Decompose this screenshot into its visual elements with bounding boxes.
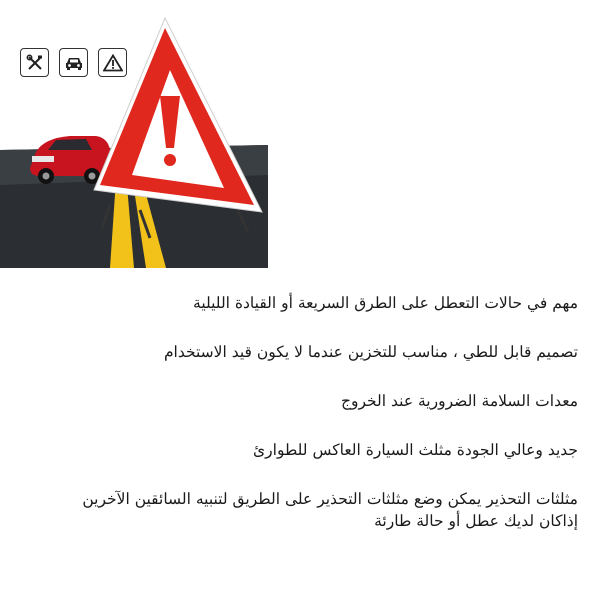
product-hero-image — [0, 0, 268, 268]
hero-illustration — [0, 0, 268, 268]
feature-item — [20, 439, 578, 461]
feature-text: مثلثات التحذير يمكن وضع مثلثات التحذير على الطريق لتنبيه السائقين الآخرين — [82, 490, 578, 508]
feature-item — [20, 390, 578, 412]
warning-icon — [98, 48, 127, 77]
feature-item — [20, 488, 578, 532]
feature-icons — [20, 48, 127, 77]
feature-text: معدات السلامة الضرورية عند الخروج — [341, 392, 578, 410]
car-icon — [59, 48, 88, 77]
tools-icon — [20, 48, 49, 77]
feature-item — [20, 341, 578, 363]
feature-text: تصميم قابل للطي ، مناسب للتخزين عندما لا يكون قيد الاستخدام — [163, 343, 578, 361]
feature-text: إذاكان لديك عطل أو حالة طارئة — [374, 512, 578, 530]
feature-list — [20, 292, 578, 559]
feature-text: مهم في حالات التعطل على الطرق السريعة أو القيادة الليلية — [193, 294, 578, 312]
feature-text: جديد وعالي الجودة مثلث السيارة العاكس للطوارئ — [253, 441, 578, 459]
feature-item — [20, 292, 578, 314]
